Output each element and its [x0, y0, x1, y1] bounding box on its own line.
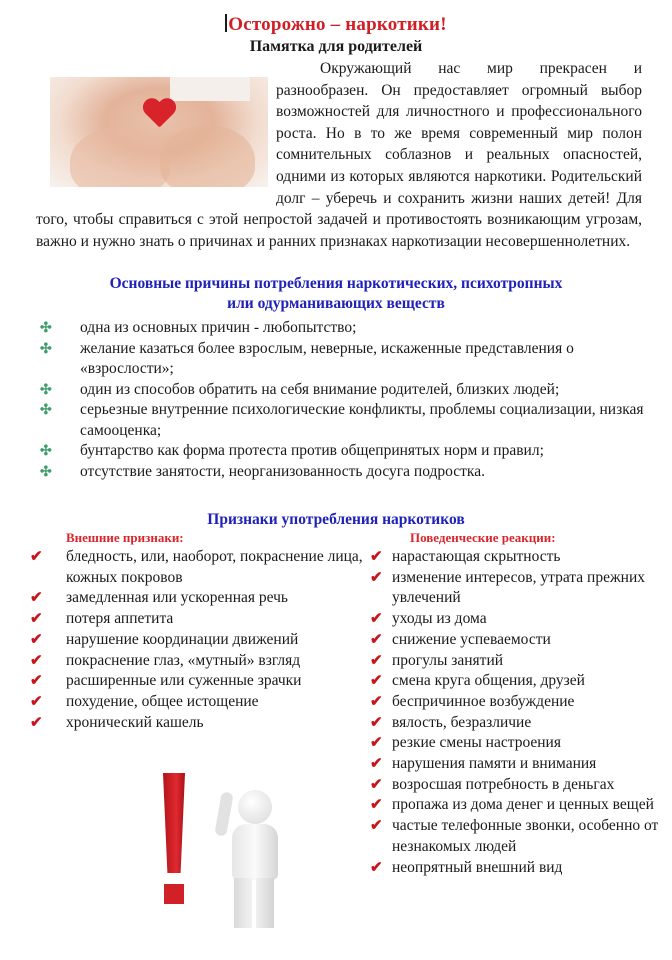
- list-item-text: возросшая потребность в деньгах: [392, 775, 615, 793]
- list-item-text: отсутствие занятости, неорганизованность досуга подростка.: [80, 462, 485, 480]
- list-item-text: резкие смены настроения: [392, 734, 561, 752]
- list-item: [30, 651, 370, 672]
- clover-bullet-icon: ✣: [40, 403, 52, 418]
- list-item-text: бунтарство как форма протеста против общепринятых норм и правил;: [80, 442, 544, 459]
- list-item: [30, 588, 370, 609]
- reasons-list: [40, 318, 660, 482]
- hands-heart-image: [50, 77, 268, 187]
- list-item-text: нарастающая скрытность: [392, 548, 561, 565]
- list-item-text: прогулы занятий: [392, 651, 504, 669]
- checkmark-icon: ✔: [30, 693, 43, 710]
- signs-heading: Признаки употребления наркотиков: [207, 511, 465, 528]
- list-item: [370, 858, 660, 879]
- list-item-text: неопрятный внешний вид: [392, 858, 563, 876]
- external-signs-heading: Внешние признаки:: [66, 530, 184, 545]
- list-item-text: вялость, безразличие: [392, 713, 532, 731]
- list-item-text: хронический кашель: [66, 713, 204, 731]
- checkmark-icon: ✔: [30, 652, 43, 669]
- exclamation-dot: [164, 884, 184, 904]
- checkmark-icon: ✔: [30, 611, 43, 628]
- list-item-text: нарушения памяти и внимания: [392, 755, 597, 773]
- checkmark-icon: ✔: [370, 652, 383, 669]
- list-item-text: похудение, общее истощение: [66, 692, 259, 710]
- list-item-text: расширенные или суженные зрачки: [66, 672, 302, 690]
- clover-bullet-icon: ✣: [40, 321, 52, 336]
- list-item: [40, 462, 660, 483]
- person-head: [238, 790, 272, 824]
- list-item-text: смена круга общения, друзей: [392, 672, 585, 690]
- list-item: [370, 671, 660, 692]
- list-item: [40, 339, 660, 380]
- checkmark-icon: ✔: [370, 797, 383, 814]
- list-item: [370, 547, 660, 568]
- text-cursor: [225, 14, 227, 32]
- checkmark-icon: ✔: [370, 756, 383, 773]
- list-item: [370, 795, 660, 816]
- reasons-heading-line2: или одурманивающих веществ: [227, 295, 445, 312]
- list-item: [370, 630, 660, 651]
- checkmark-icon: ✔: [370, 693, 383, 710]
- checkmark-icon: ✔: [370, 549, 383, 565]
- list-item-text: покраснение глаз, «мутный» взгляд: [66, 651, 301, 669]
- exclamation-mark-icon: [163, 773, 185, 873]
- list-item-text: одна из основных причин - любопытство;: [80, 319, 357, 336]
- checkmark-icon: ✔: [370, 776, 383, 793]
- list-item-text: серьезные внутренние психологические конфликты, проблемы социализации, низкая самооценка;: [80, 401, 644, 439]
- checkmark-icon: ✔: [370, 735, 383, 752]
- checkmark-icon: ✔: [30, 673, 43, 690]
- list-item: [40, 380, 660, 401]
- intro-text: Окружающий нас мир прекрасен и разнообразен. Он предоставляет огромный выбор возможностей для личностного и профессионального роста. Но в то же время современный мир полон сомнительных соблазнов и реальных опасностей, одними из которых являются наркотики. Родительский долг – уберечь и сохранить жизни наших детей! Для того, чтобы справиться с этой непростой задачей и противостоять возникающим угрозам, важно и нужно знать о причинах и ранних признаках наркотизации несовершеннолетних.: [36, 60, 642, 250]
- list-item: [30, 547, 370, 588]
- behavioral-signs-list: [370, 547, 660, 878]
- external-signs-list: [30, 547, 370, 733]
- reasons-heading: [0, 274, 672, 314]
- list-item-text: один из способов обратить на себя внимание родителей, близких людей;: [80, 380, 560, 398]
- person-figure-icon: [210, 780, 300, 930]
- list-item: [370, 733, 660, 754]
- list-item-text: пропажа из дома денег и ценных вещей: [392, 796, 654, 814]
- list-item: [370, 692, 660, 713]
- clover-bullet-icon: ✣: [40, 444, 52, 459]
- list-item: [30, 630, 370, 651]
- checkmark-icon: ✔: [370, 569, 383, 586]
- list-item: [370, 816, 660, 857]
- list-item: [370, 609, 660, 630]
- list-item: [370, 651, 660, 672]
- behavioral-signs-heading: Поведенческие реакции:: [410, 530, 556, 545]
- list-item-text: частые телефонные звонки, особенно от незнакомых людей: [392, 817, 659, 855]
- checkmark-icon: ✔: [370, 631, 383, 648]
- clover-bullet-icon: ✣: [40, 341, 52, 357]
- reasons-heading-line1: Основные причины потребления наркотических, психотропных: [109, 275, 563, 292]
- list-item-text: замедленная или ускоренная речь: [66, 589, 288, 607]
- list-item: [30, 671, 370, 692]
- list-item: [370, 568, 660, 609]
- list-item-text: бледность, или, наоборот, покраснение лица, кожных покровов: [66, 548, 363, 586]
- list-item: [40, 400, 660, 441]
- list-item: [370, 775, 660, 796]
- person-raised-arm: [214, 791, 233, 836]
- clover-bullet-icon: ✣: [40, 382, 52, 398]
- list-item-text: изменение интересов, утрата прежних увлечений: [392, 568, 645, 607]
- page-subtitle: Памятка для родителей: [249, 38, 423, 55]
- list-item: [40, 441, 660, 462]
- checkmark-icon: ✔: [30, 590, 43, 607]
- checkmark-icon: ✔: [370, 859, 383, 876]
- checkmark-icon: ✔: [370, 673, 383, 690]
- image-hand-right: [160, 125, 255, 187]
- list-item-text: потеря аппетита: [66, 610, 174, 628]
- list-item: [40, 318, 660, 339]
- checkmark-icon: ✔: [370, 611, 383, 628]
- list-item: [30, 713, 370, 734]
- list-item: [30, 609, 370, 630]
- checkmark-icon: ✔: [30, 714, 43, 731]
- person-body: [232, 824, 278, 880]
- list-item-text: снижение успеваемости: [392, 630, 551, 648]
- person-leg: [256, 878, 274, 928]
- list-item-text: уходы из дома: [392, 610, 487, 628]
- clover-bullet-icon: ✣: [40, 464, 52, 480]
- list-item: [370, 713, 660, 734]
- image-hand-left: [70, 127, 170, 187]
- image-sleeve: [170, 77, 250, 101]
- page-title: [0, 14, 672, 36]
- person-leg: [234, 878, 252, 928]
- checkmark-icon: ✔: [370, 714, 383, 731]
- heart-icon: [142, 99, 176, 129]
- checkmark-icon: ✔: [30, 549, 43, 565]
- list-item-text: нарушение координации движений: [66, 630, 299, 648]
- title-text: Осторожно – наркотики!: [228, 14, 447, 35]
- list-item: [370, 754, 660, 775]
- list-item-text: беспричинное возбуждение: [392, 692, 575, 710]
- checkmark-icon: ✔: [30, 631, 43, 648]
- checkmark-icon: ✔: [370, 818, 383, 835]
- list-item-text: желание казаться более взрослым, неверные, искаженные представления о «взрослости»;: [80, 339, 574, 377]
- list-item: [30, 692, 370, 713]
- warning-illustration: [140, 760, 340, 940]
